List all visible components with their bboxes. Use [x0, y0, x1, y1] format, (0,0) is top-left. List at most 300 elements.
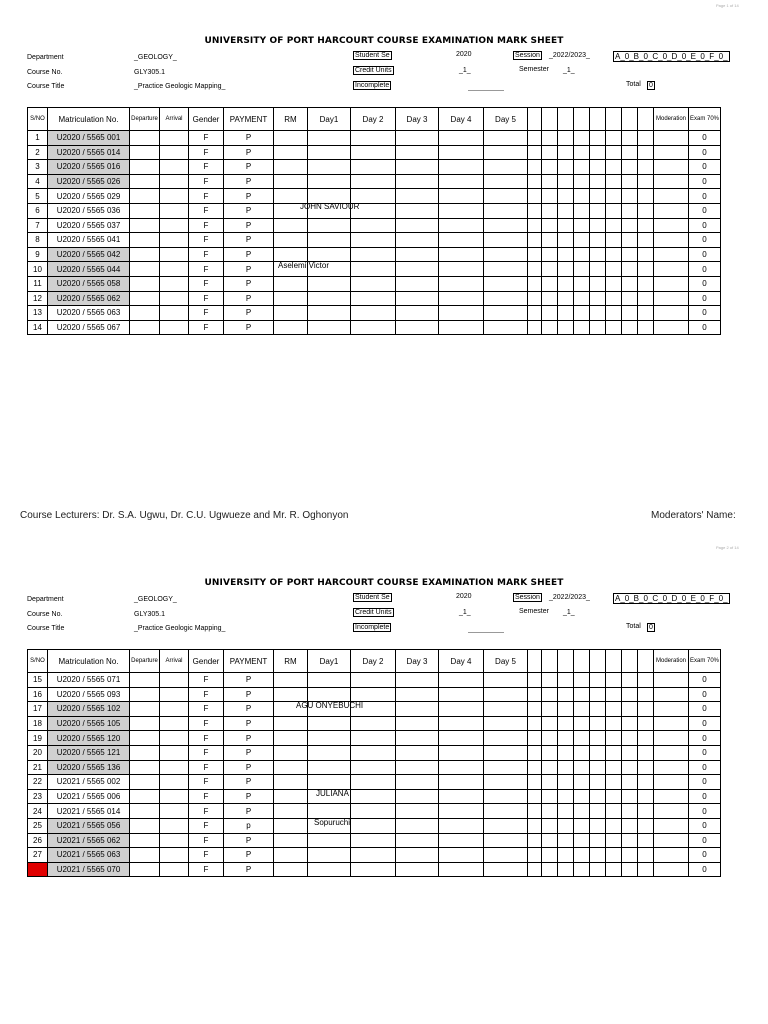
column-header-blank: [622, 108, 638, 131]
empty-cell: [638, 775, 654, 790]
empty-cell: [160, 789, 189, 804]
empty-cell: [160, 189, 189, 204]
serial-number-cell: 21: [28, 760, 48, 775]
empty-cell: [528, 760, 542, 775]
empty-cell: [130, 687, 160, 702]
empty-cell: [558, 833, 574, 848]
empty-cell: [439, 320, 484, 335]
empty-cell: [574, 218, 590, 233]
exam-score-cell: 0: [689, 218, 721, 233]
semester-label: Semester: [519, 66, 549, 73]
empty-cell: [542, 247, 558, 262]
empty-cell: [654, 276, 689, 291]
empty-cell: [484, 262, 528, 277]
empty-cell: [130, 848, 160, 863]
empty-cell: [439, 189, 484, 204]
empty-cell: [160, 760, 189, 775]
table-row: [28, 174, 721, 189]
empty-cell: [574, 276, 590, 291]
matriculation-cell: U2020 / 5565 036: [48, 203, 130, 218]
empty-cell: [160, 804, 189, 819]
empty-cell: [654, 833, 689, 848]
serial-number-cell: 16: [28, 687, 48, 702]
column-header-blank: [558, 108, 574, 131]
exam-score-cell: 0: [689, 320, 721, 335]
empty-cell: [160, 673, 189, 688]
exam-score-cell: 0: [689, 702, 721, 717]
empty-cell: [439, 745, 484, 760]
empty-cell: [351, 862, 396, 877]
empty-cell: [439, 276, 484, 291]
empty-cell: [130, 218, 160, 233]
empty-cell: [396, 760, 439, 775]
empty-cell: [542, 218, 558, 233]
gender-cell: F: [189, 702, 224, 717]
empty-cell: [484, 291, 528, 306]
column-header-blank: [574, 108, 590, 131]
empty-cell: [528, 731, 542, 746]
empty-cell: [574, 716, 590, 731]
empty-cell: [558, 745, 574, 760]
serial-number-cell: 22: [28, 775, 48, 790]
empty-cell: [308, 131, 351, 146]
payment-cell: P: [224, 833, 274, 848]
empty-cell: [274, 276, 308, 291]
empty-cell: [622, 145, 638, 160]
table-row: [28, 789, 721, 804]
empty-cell: [351, 131, 396, 146]
empty-cell: [439, 247, 484, 262]
empty-cell: [654, 760, 689, 775]
empty-cell: [396, 775, 439, 790]
matriculation-cell: U2020 / 5565 026: [48, 174, 130, 189]
empty-cell: [574, 804, 590, 819]
column-header-sno: S/NO: [28, 650, 48, 673]
empty-cell: [638, 848, 654, 863]
empty-cell: [351, 687, 396, 702]
grade-summary: A_0_B_0_C_0_D_0_E_0_F_0_: [615, 594, 728, 603]
empty-cell: [638, 789, 654, 804]
empty-cell: [606, 789, 622, 804]
empty-cell: [528, 174, 542, 189]
empty-cell: [439, 145, 484, 160]
gender-cell: F: [189, 320, 224, 335]
empty-cell: [274, 818, 308, 833]
empty-cell: [528, 804, 542, 819]
empty-cell: [638, 233, 654, 248]
empty-cell: [590, 716, 606, 731]
table-row: [28, 833, 721, 848]
column-header-day2: Day 2: [351, 650, 396, 673]
empty-cell: [542, 775, 558, 790]
gender-cell: F: [189, 673, 224, 688]
empty-cell: [590, 291, 606, 306]
empty-cell: [542, 203, 558, 218]
empty-cell: [484, 145, 528, 160]
empty-cell: [622, 262, 638, 277]
empty-cell: [439, 731, 484, 746]
matriculation-cell: U2020 / 5565 062: [48, 291, 130, 306]
matriculation-cell: U2020 / 5565 071: [48, 673, 130, 688]
matriculation-cell: U2021 / 5565 014: [48, 804, 130, 819]
empty-cell: [622, 291, 638, 306]
empty-cell: [606, 306, 622, 321]
payment-cell: P: [224, 687, 274, 702]
empty-cell: [606, 131, 622, 146]
gender-cell: F: [189, 775, 224, 790]
empty-cell: [590, 745, 606, 760]
empty-cell: [558, 702, 574, 717]
empty-cell: [396, 306, 439, 321]
empty-cell: [528, 306, 542, 321]
empty-cell: [606, 745, 622, 760]
empty-cell: [654, 174, 689, 189]
empty-cell: [590, 233, 606, 248]
column-header-day2: Day 2: [351, 108, 396, 131]
empty-cell: [396, 789, 439, 804]
department-value: _GEOLOGY_: [134, 596, 177, 603]
empty-cell: [654, 203, 689, 218]
empty-cell: [160, 702, 189, 717]
empty-cell: [484, 804, 528, 819]
exam-score-cell: 0: [689, 862, 721, 877]
empty-cell: [558, 673, 574, 688]
annotation: Aselemi Victor: [278, 261, 329, 270]
empty-cell: [574, 203, 590, 218]
empty-cell: [308, 716, 351, 731]
empty-cell: [484, 745, 528, 760]
empty-cell: [160, 818, 189, 833]
serial-number-cell: 7: [28, 218, 48, 233]
empty-cell: [274, 731, 308, 746]
empty-cell: [622, 673, 638, 688]
empty-cell: [130, 291, 160, 306]
column-header-moderation: Moderation: [654, 108, 689, 131]
empty-cell: [396, 862, 439, 877]
empty-cell: [351, 160, 396, 175]
empty-cell: [130, 131, 160, 146]
empty-cell: [130, 262, 160, 277]
empty-cell: [130, 775, 160, 790]
sheet-title: UNIVERSITY OF PORT HARCOURT COURSE EXAMINATION MARK SHEET: [204, 36, 564, 46]
empty-cell: [130, 276, 160, 291]
empty-cell: [274, 160, 308, 175]
empty-cell: [396, 818, 439, 833]
empty-cell: [484, 833, 528, 848]
empty-cell: [654, 702, 689, 717]
payment-cell: P: [224, 804, 274, 819]
empty-cell: [351, 775, 396, 790]
empty-cell: [439, 804, 484, 819]
empty-cell: [274, 218, 308, 233]
exam-score-cell: 0: [689, 291, 721, 306]
serial-number-cell: 27: [28, 848, 48, 863]
empty-cell: [274, 775, 308, 790]
empty-cell: [558, 760, 574, 775]
empty-cell: [638, 276, 654, 291]
table-row: [28, 673, 721, 688]
empty-cell: [484, 789, 528, 804]
semester-value: _1_: [563, 609, 575, 616]
empty-cell: [130, 833, 160, 848]
empty-cell: [396, 247, 439, 262]
empty-cell: [130, 862, 160, 877]
table-row: [28, 804, 721, 819]
annotation: AGU ONYEBUCHI: [296, 701, 364, 710]
table-row: [28, 262, 721, 277]
empty-cell: [484, 218, 528, 233]
empty-cell: [274, 247, 308, 262]
empty-cell: [574, 247, 590, 262]
empty-cell: [606, 804, 622, 819]
empty-cell: [622, 247, 638, 262]
empty-cell: [351, 833, 396, 848]
empty-cell: [606, 276, 622, 291]
empty-cell: [542, 818, 558, 833]
incomplete-label: Incomplete: [355, 624, 390, 631]
department-label: Department: [27, 54, 64, 61]
empty-cell: [528, 291, 542, 306]
empty-cell: [542, 189, 558, 204]
empty-cell: [622, 731, 638, 746]
empty-cell: [130, 247, 160, 262]
serial-number-cell: 11: [28, 276, 48, 291]
column-header-matric: Matriculation No.: [48, 650, 130, 673]
empty-cell: [484, 189, 528, 204]
marks-table: [27, 107, 721, 335]
payment-cell: P: [224, 131, 274, 146]
exam-score-cell: 0: [689, 818, 721, 833]
empty-cell: [654, 189, 689, 204]
empty-cell: [439, 218, 484, 233]
column-header-matric: Matriculation No.: [48, 108, 130, 131]
empty-cell: [308, 291, 351, 306]
matriculation-cell: U2020 / 5565 044: [48, 262, 130, 277]
empty-cell: [160, 291, 189, 306]
empty-cell: [558, 247, 574, 262]
empty-cell: [484, 131, 528, 146]
column-header-blank: [606, 108, 622, 131]
empty-cell: [654, 745, 689, 760]
empty-cell: [439, 160, 484, 175]
empty-cell: [606, 716, 622, 731]
empty-cell: [351, 291, 396, 306]
empty-cell: [558, 716, 574, 731]
empty-cell: [622, 716, 638, 731]
column-header-sno: S/NO: [28, 108, 48, 131]
matriculation-cell: U2021 / 5565 002: [48, 775, 130, 790]
gender-cell: F: [189, 189, 224, 204]
empty-cell: [439, 716, 484, 731]
empty-cell: [574, 262, 590, 277]
empty-cell: [606, 702, 622, 717]
empty-cell: [484, 174, 528, 189]
empty-cell: [574, 833, 590, 848]
column-header-day3: Day 3: [396, 650, 439, 673]
column-header-payment: PAYMENT: [224, 650, 274, 673]
payment-cell: p: [224, 818, 274, 833]
table-row: [28, 320, 721, 335]
total-value: 0: [649, 82, 653, 89]
payment-cell: P: [224, 203, 274, 218]
empty-cell: [484, 306, 528, 321]
department-label: Department: [27, 596, 64, 603]
session-label: Session: [515, 52, 540, 59]
exam-score-cell: 0: [689, 789, 721, 804]
moderators-name: Moderators' Name:: [651, 510, 736, 521]
empty-cell: [638, 818, 654, 833]
empty-cell: [160, 218, 189, 233]
marks-table: [27, 649, 721, 877]
empty-cell: [558, 291, 574, 306]
matriculation-cell: U2020 / 5565 016: [48, 160, 130, 175]
empty-cell: [542, 745, 558, 760]
empty-cell: [160, 320, 189, 335]
empty-cell: [274, 291, 308, 306]
empty-cell: [396, 320, 439, 335]
empty-cell: [654, 160, 689, 175]
incomplete-label: Incomplete: [355, 82, 390, 89]
serial-number-cell: 25: [28, 818, 48, 833]
empty-cell: [130, 160, 160, 175]
empty-cell: [396, 218, 439, 233]
empty-cell: [574, 862, 590, 877]
gender-cell: F: [189, 848, 224, 863]
empty-cell: [396, 233, 439, 248]
empty-cell: [396, 203, 439, 218]
empty-cell: [160, 203, 189, 218]
empty-cell: [439, 848, 484, 863]
empty-cell: [528, 160, 542, 175]
column-header-moderation: Moderation: [654, 650, 689, 673]
payment-cell: P: [224, 174, 274, 189]
empty-cell: [396, 745, 439, 760]
gender-cell: F: [189, 160, 224, 175]
empty-cell: [590, 673, 606, 688]
empty-cell: [654, 731, 689, 746]
empty-cell: [274, 174, 308, 189]
empty-cell: [351, 731, 396, 746]
payment-cell: P: [224, 233, 274, 248]
empty-cell: [274, 320, 308, 335]
empty-cell: [622, 218, 638, 233]
empty-cell: [558, 189, 574, 204]
matriculation-cell: U2020 / 5565 041: [48, 233, 130, 248]
empty-cell: [542, 702, 558, 717]
empty-cell: [439, 306, 484, 321]
empty-cell: [606, 262, 622, 277]
column-header-arrival: Arrival: [160, 108, 189, 131]
empty-cell: [528, 833, 542, 848]
empty-cell: [274, 145, 308, 160]
empty-cell: [130, 174, 160, 189]
empty-cell: [308, 320, 351, 335]
table-row: [28, 276, 721, 291]
student-set-value: 2020: [456, 593, 472, 600]
empty-cell: [351, 673, 396, 688]
mark-sheet-page-2: [0, 542, 768, 1022]
empty-cell: [542, 233, 558, 248]
column-header-blank: [606, 650, 622, 673]
payment-cell: P: [224, 789, 274, 804]
empty-cell: [439, 702, 484, 717]
empty-cell: [308, 306, 351, 321]
empty-cell: [528, 716, 542, 731]
serial-number-cell: 14: [28, 320, 48, 335]
empty-cell: [654, 673, 689, 688]
column-header-blank: [542, 650, 558, 673]
empty-cell: [574, 702, 590, 717]
empty-cell: [590, 687, 606, 702]
table-row: [28, 160, 721, 175]
empty-cell: [130, 203, 160, 218]
empty-cell: [308, 687, 351, 702]
empty-cell: [160, 306, 189, 321]
empty-cell: [558, 276, 574, 291]
empty-cell: [606, 775, 622, 790]
empty-cell: [574, 687, 590, 702]
gender-cell: F: [189, 731, 224, 746]
payment-cell: P: [224, 716, 274, 731]
semester-value: _1_: [563, 67, 575, 74]
gender-cell: F: [189, 145, 224, 160]
empty-cell: [638, 745, 654, 760]
empty-cell: [130, 731, 160, 746]
empty-cell: [351, 320, 396, 335]
empty-cell: [308, 160, 351, 175]
serial-number-cell: 26: [28, 833, 48, 848]
gender-cell: F: [189, 789, 224, 804]
column-header-gender: Gender: [189, 108, 224, 131]
matriculation-cell: U2020 / 5565 042: [48, 247, 130, 262]
empty-cell: [574, 673, 590, 688]
empty-cell: [351, 716, 396, 731]
course-no-label: Course No.: [27, 69, 63, 76]
empty-cell: [542, 276, 558, 291]
table-row: [28, 716, 721, 731]
empty-cell: [351, 848, 396, 863]
empty-cell: [542, 291, 558, 306]
empty-cell: [396, 160, 439, 175]
empty-cell: [590, 731, 606, 746]
gender-cell: F: [189, 687, 224, 702]
empty-cell: [606, 174, 622, 189]
column-header-blank: [542, 108, 558, 131]
empty-cell: [484, 247, 528, 262]
page-number: Page 2 of 14: [716, 545, 739, 550]
empty-cell: [622, 320, 638, 335]
empty-cell: [274, 673, 308, 688]
table-row: [28, 848, 721, 863]
empty-cell: [351, 760, 396, 775]
empty-cell: [590, 218, 606, 233]
empty-cell: [130, 320, 160, 335]
exam-score-cell: 0: [689, 233, 721, 248]
empty-cell: [574, 789, 590, 804]
empty-cell: [590, 702, 606, 717]
table-row: [28, 702, 721, 717]
credit-units-value: _1_: [459, 67, 471, 74]
table-row: [28, 731, 721, 746]
matriculation-cell: U2020 / 5565 136: [48, 760, 130, 775]
course-no-value: GLY305.1: [134, 69, 166, 76]
gender-cell: F: [189, 203, 224, 218]
empty-cell: [638, 702, 654, 717]
empty-cell: [558, 687, 574, 702]
session-label: Session: [515, 594, 540, 601]
course-title-label: Course Title: [27, 83, 65, 90]
empty-cell: [308, 833, 351, 848]
